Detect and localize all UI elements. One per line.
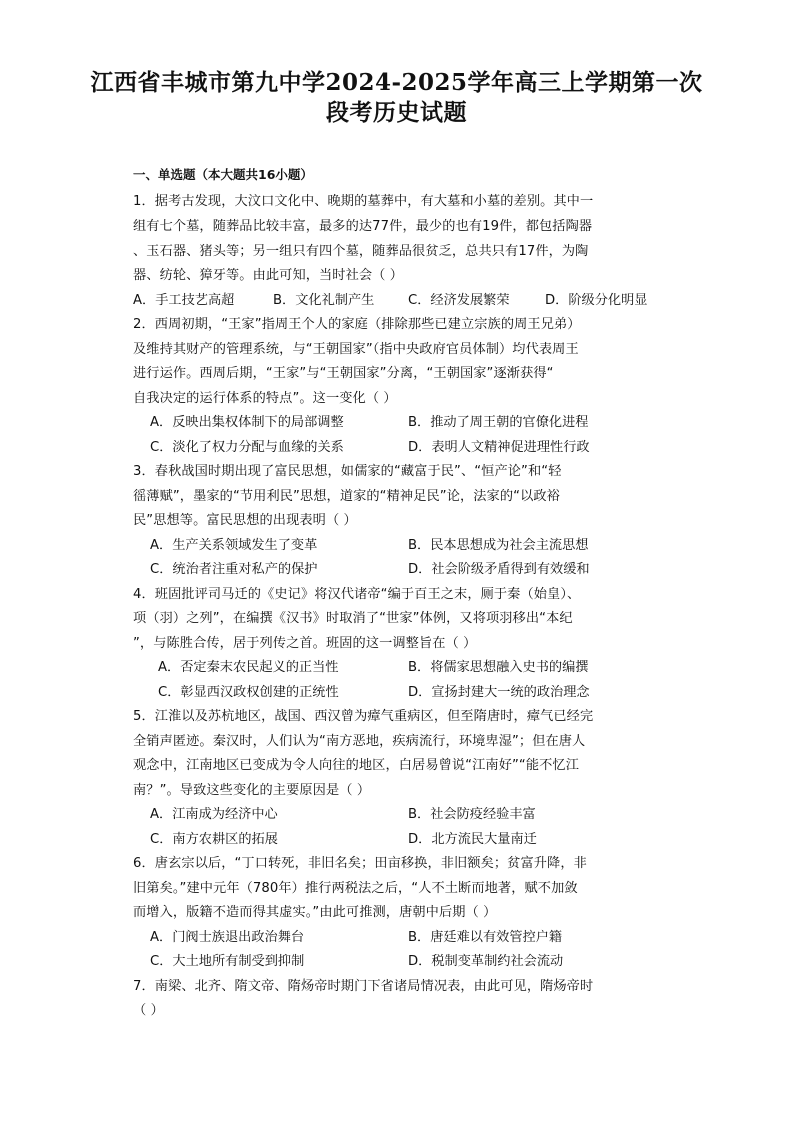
option-c[interactable]: C．彰显西汉政权创建的正统性 — [158, 685, 339, 700]
option-d[interactable]: D．宣扬封建大一统的政治理念 — [408, 685, 590, 700]
question-text-line: 及维持其财产的管理系统，与“王朝国家”（指中央政府官员体制）均代表周王 — [133, 342, 579, 357]
section-heading: 一、单选题（本大题共16小题） — [133, 167, 313, 182]
question-text-line: 器、纺轮、獐牙等。由此可知，当时社会（ ） — [133, 268, 404, 283]
option-a[interactable]: A．反映出集权体制下的局部调整 — [150, 415, 344, 430]
question-text-line: 旧第矣。”建中元年（780年）推行两税法之后，“人不土断而地著，赋不加敛 — [133, 881, 578, 896]
question-text-line: 1．据考古发现，大汶口文化中、晚期的墓葬中，有大墓和小墓的差别。其中一 — [133, 194, 594, 209]
option-d[interactable]: D．北方流民大量南迁 — [408, 832, 537, 847]
question-text-line: 观念中，江南地区已变成为令人向往的地区，白居易曾说“江南好”“能不忆江 — [133, 758, 579, 773]
question-text-line: 自我决定的运行体系的特点”。这一变化（ ） — [133, 391, 397, 406]
option-d[interactable]: D．表明人文精神促进理性行政 — [408, 440, 590, 455]
document-title-line2: 段考历史试题 — [326, 99, 467, 126]
question-text-line: 、玉石器、猪头等；另一组只有四个墓，随葬品很贫乏，总共只有17件，为陶 — [133, 244, 589, 259]
option-b[interactable]: B．唐廷难以有效管控户籍 — [408, 930, 563, 945]
option-d[interactable]: D．社会阶级矛盾得到有效缓和 — [408, 562, 590, 577]
question-text-line: 进行运作。西周后期，“王家”与“王朝国家”分离，“王朝国家”逐渐获得“ — [133, 366, 554, 381]
option-c[interactable]: C．大土地所有制受到抑制 — [150, 954, 305, 969]
option-a[interactable]: A．手工技艺高超 — [133, 293, 235, 308]
option-c[interactable]: C．淡化了权力分配与血缘的关系 — [150, 440, 344, 455]
question-text-line: 4．班固批评司马迁的《史记》将汉代诸帝“编于百王之末，厕于秦（始皇）、 — [133, 587, 581, 602]
option-d[interactable]: D．阶级分化明显 — [545, 293, 648, 308]
question-text-line: 南？”。导致这些变化的主要原因是（ ） — [133, 783, 371, 798]
option-b[interactable]: B．民本思想成为社会主流思想 — [408, 538, 589, 553]
option-c[interactable]: C．南方农耕区的拓展 — [150, 832, 278, 847]
option-b[interactable]: B．文化礼制产生 — [273, 293, 375, 308]
option-b[interactable]: B．将儒家思想融入史书的编撰 — [408, 660, 589, 675]
option-b[interactable]: B．社会防疫经验丰富 — [408, 807, 536, 822]
option-b[interactable]: B．推动了周王朝的官僚化进程 — [408, 415, 589, 430]
option-a[interactable]: A．门阀士族退出政治舞台 — [150, 930, 305, 945]
option-d[interactable]: D．税制变革制约社会流动 — [408, 954, 564, 969]
option-c[interactable]: C．统治者注重对私产的保护 — [150, 562, 318, 577]
question-text-line: 2．西周初期，“王家”指周王个人的家庭（排除那些已建立宗族的周王兄弟） — [133, 317, 581, 332]
question-text-line: 7．南梁、北齐、隋文帝、隋炀帝时期门下省诸局情况表，由此可见，隋炀帝时 — [133, 979, 594, 994]
option-a[interactable]: A．江南成为经济中心 — [150, 807, 278, 822]
question-text-line: 民”思想等。富民思想的出现表明（ ） — [133, 513, 357, 528]
question-text-line: 而增入，版籍不造而得其虚实。”由此可推测，唐朝中后期（ ） — [133, 905, 497, 920]
option-a[interactable]: A．生产关系领域发生了变革 — [150, 538, 318, 553]
question-text-line: ”，与陈胜合传，居于列传之首。班固的这一调整旨在（ ） — [133, 636, 477, 651]
question-text-line: 全销声匿迹。秦汉时，人们认为“南方恶地，疾病流行，环境卑湿”；但在唐人 — [133, 734, 586, 749]
question-text-line: 6．唐玄宗以后，“丁口转死，非旧名矣；田亩移换，非旧额矣；贫富升降，非 — [133, 856, 587, 871]
question-text-line: 组有七个墓，随葬品比较丰富，最多的达77件，最少的也有19件，都包括陶器 — [133, 219, 593, 234]
question-text-line: 3．春秋战国时期出现了富民思想，如儒家的“藏富于民”、“恒产论”和“轻 — [133, 464, 562, 479]
option-a[interactable]: A．否定秦末农民起义的正当性 — [158, 660, 339, 675]
question-text-line: 5．江淮以及苏杭地区，战国、西汉曾为瘴气重病区，但至隋唐时，瘴气已经完 — [133, 709, 594, 724]
question-text-line: 徭薄赋”，墨家的“节用利民”思想，道家的“精神足民”论，法家的“以政裕 — [133, 489, 560, 504]
document-title-line1: 江西省丰城市第九中学2024-2025学年高三上学期第一次 — [90, 69, 703, 96]
question-text-line: 项（羽）之列”，在编撰《汉书》时取消了“世家”体例，又将项羽移出“本纪 — [133, 611, 573, 626]
question-text-line: （ ） — [133, 1003, 164, 1018]
option-c[interactable]: C．经济发展繁荣 — [408, 293, 510, 308]
